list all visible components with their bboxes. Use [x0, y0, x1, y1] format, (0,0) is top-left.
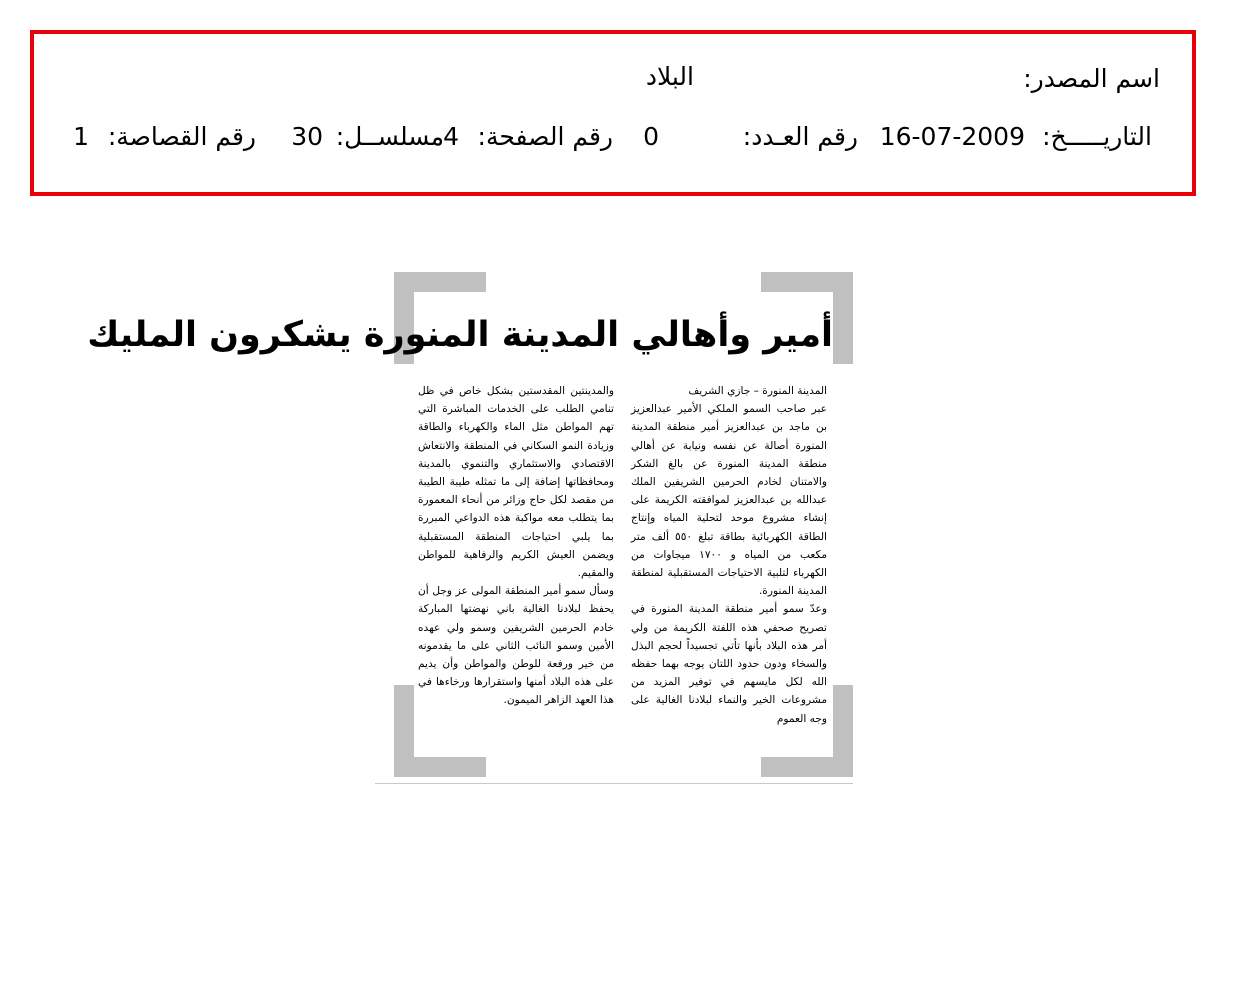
clip-label: رقم القصاصة: — [107, 122, 256, 151]
clipping-content — [87, 292, 833, 757]
article-paragraph: وعدّ سمو أمير منطقة المدينة المنورة في تصريح صحفي هذه اللفتة الكريمة من ولي أمر هذه البلاد بأنها تأتي تجسيداً لحجم البذل والسخاء ودون حدود اللتان يوجه بهما حفظه الله لكل مايسهم في توفير المزيد من مشروعات الخير والنماء لبلادنا الغالية على وجه العموم — [631, 603, 827, 725]
page-value: 4 — [443, 122, 459, 151]
issue-value: 0 — [643, 122, 659, 151]
clip-value: 1 — [73, 122, 89, 151]
metadata-header-box — [30, 30, 1196, 196]
newspaper-clipping — [87, 272, 853, 777]
article-headline: أمير وأهالي المدينة المنورة يشكرون المليك — [87, 315, 833, 355]
serial-label: مسلســل: — [335, 122, 444, 151]
article-byline: المدينة المنورة – جازي الشريف — [688, 385, 827, 397]
article-paragraph: والمدينتين المقدستين بشكل خاص في ظل تنامي الطلب على الخدمات المباشرة التي تهم المواطن مثل الماء والكهرباء والطاقة وزيادة النمو السكاني في المنطقة والانتعاش الاقتصادي والاستثماري والتنموي بالمدينة ومحافظاتها إضافة إلى ما تمثله طيبة الطيبة من مقصد لكل حاج وزائر من أنحاء المعمورة بما يتطلب معه مواكبة هذه الدواعي المبررة بما يلبي احتياجات المنطقة المستقبلية ويضمن العيش الكريم والرفاهية للمواطن والمقيم. — [418, 385, 614, 580]
article-paragraph: عبر صاحب السمو الملكي الأمير عبدالعزيز بن ماجد بن عبدالعزيز أمير منطقة المدينة المنورة أصالة عن نفسه ونيابة عن أهالي منطقة المدينة المنورة عن بالغ الشكر والامتنان لخادم الحرمين الشريفين الملك عبدالله بن عبدالعزيز لموافقته الكريمة على إنشاء مشروع موحد لتحلية المياه وإنتاج الطاقة الكهربائية بطاقة تبلغ ٥٥٠ ألف متر مكعب من المياه و ١٧٠٠ ميجاوات من الكهرباء لتلبية الاحتياجات المستقبلية لمنطقة المدينة المنورة. — [631, 403, 827, 598]
issue-label: رقم العـدد: — [742, 122, 858, 151]
article-column-right — [631, 382, 827, 728]
serial-value: 30 — [291, 122, 323, 151]
clipping-underline — [375, 783, 853, 784]
article-column-left — [418, 382, 614, 710]
article-paragraph: وسأل سمو أمير المنطقة المولى عز وجل أن يحفظ لبلادنا الغالية باني نهضتها المباركة خادم الحرمين الشريفين وسمو ولي عهده الأمين وسمو النائب الثاني على ما يقدمونه من خير ورفعة للوطن والمواطن وأن يديم على هذه البلاد أمنها واستقرارها ورخاءها في هذا العهد الزاهر الميمون. — [418, 585, 614, 707]
source-value: البلاد — [645, 62, 694, 91]
date-label: التاريـــــخ: — [1042, 122, 1152, 151]
date-value: 16-07-2009 — [879, 122, 1025, 151]
source-label: اسم المصدر: — [1023, 64, 1160, 93]
page-label: رقم الصفحة: — [477, 122, 613, 151]
